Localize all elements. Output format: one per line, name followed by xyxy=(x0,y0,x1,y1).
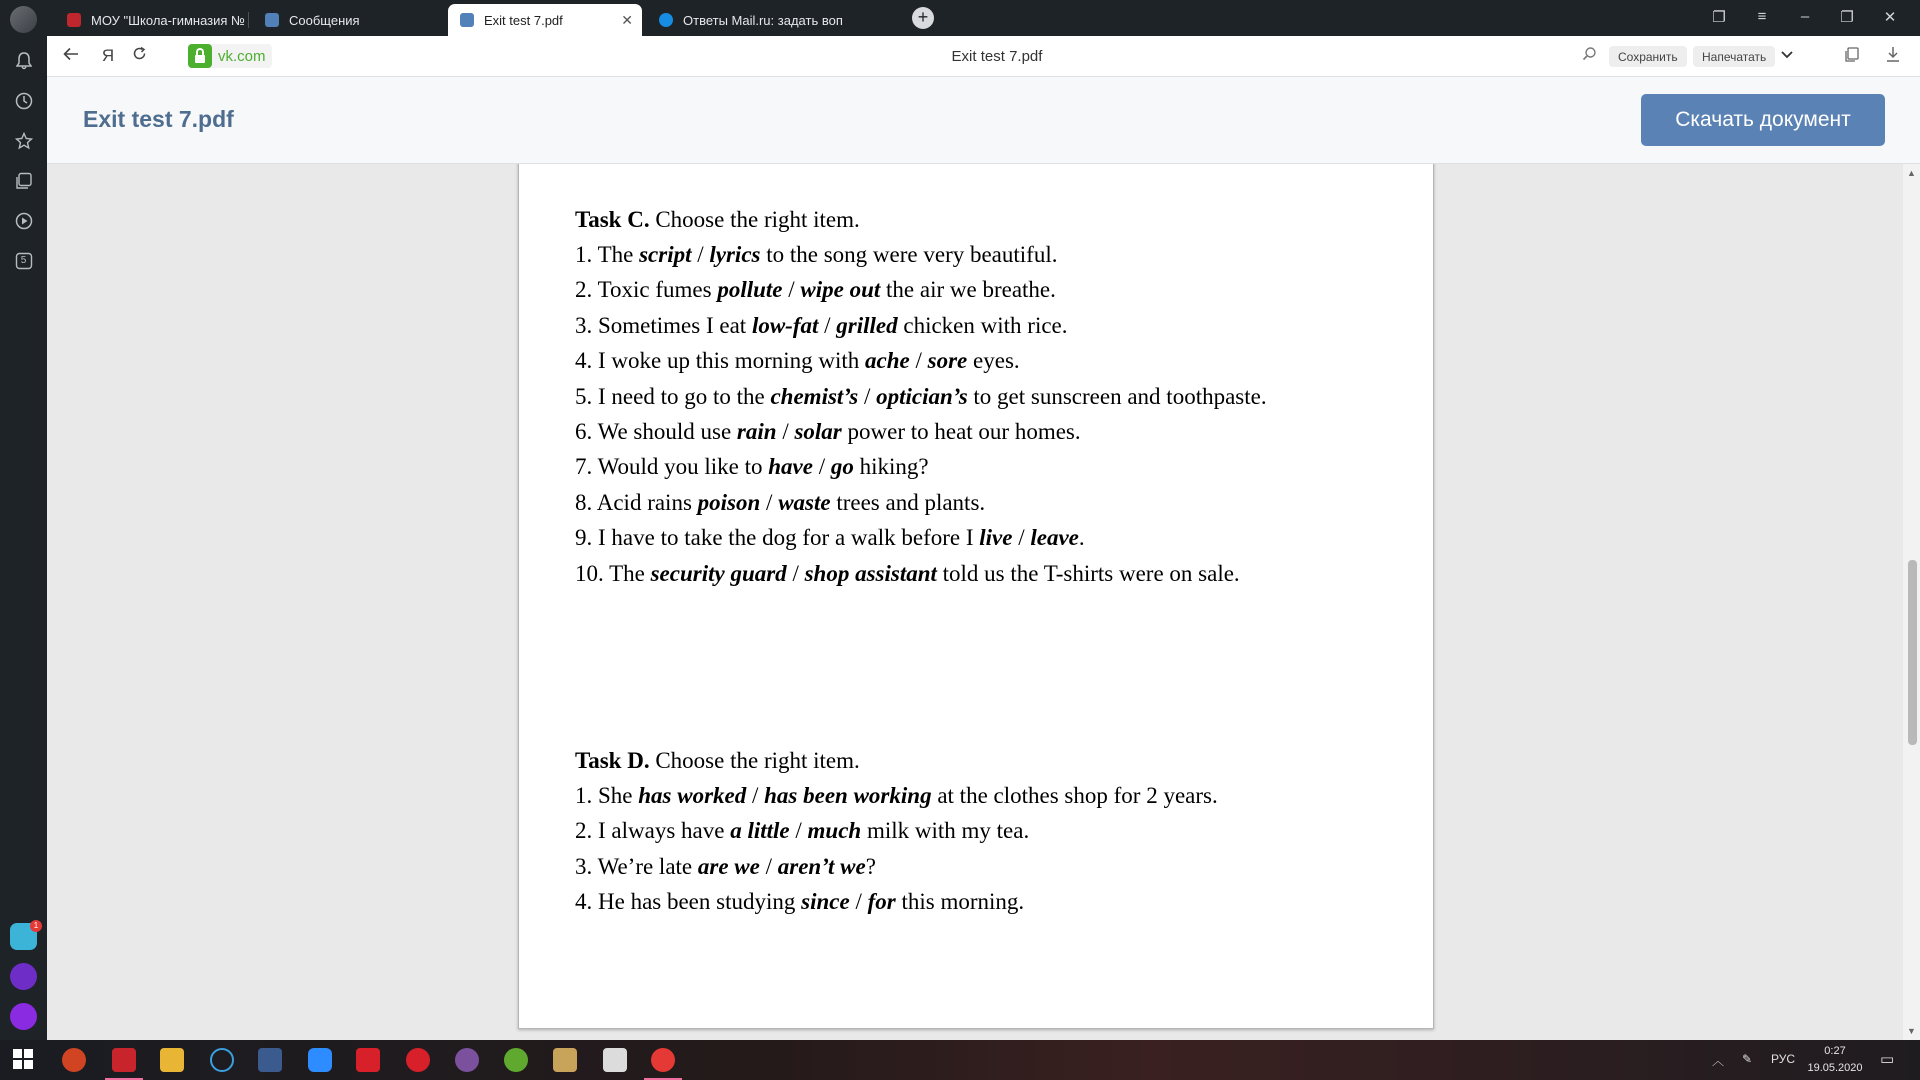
option-a: live xyxy=(979,525,1013,551)
print-button[interactable]: Напечатать xyxy=(1693,46,1775,67)
pdf-page xyxy=(518,164,1434,1029)
yandex-disk-icon[interactable] xyxy=(112,1048,136,1072)
minimize-icon[interactable]: – xyxy=(1800,8,1810,25)
question-text: told us the T-shirts were on sale. xyxy=(936,560,1240,586)
counter-icon[interactable] xyxy=(13,250,34,271)
bookmarks-panel-icon[interactable]: ❐ xyxy=(1712,9,1726,26)
question-text: to the song were very beautiful. xyxy=(760,242,1058,267)
question-line xyxy=(575,313,1068,339)
task-c-heading xyxy=(575,207,860,233)
option-separator: / xyxy=(818,312,837,338)
question-text: 4. I woke up this morning with xyxy=(575,348,866,374)
collections-icon[interactable] xyxy=(13,170,34,191)
document-header xyxy=(47,77,1920,164)
task-c-instruction: Choose the right item. xyxy=(649,207,860,232)
scroll-down-icon[interactable]: ▼ xyxy=(1907,1026,1916,1036)
question-line xyxy=(575,419,1081,445)
assistant-app-icon[interactable] xyxy=(10,1003,37,1030)
system-clock[interactable] xyxy=(1805,1043,1865,1077)
option-separator: / xyxy=(786,560,805,586)
tab-school[interactable] xyxy=(55,4,245,36)
download-document-button[interactable]: Скачать документ xyxy=(1641,94,1885,146)
pdf-viewer[interactable] xyxy=(47,164,1920,1040)
question-line xyxy=(575,818,1029,844)
save-button[interactable]: Сохранить xyxy=(1609,46,1687,67)
task-d-instruction: Choose the right item. xyxy=(649,748,860,773)
option-separator: / xyxy=(789,818,808,844)
option-a: since xyxy=(801,889,850,915)
option-b: solar xyxy=(794,419,842,444)
option-separator: / xyxy=(759,853,778,879)
question-text: 2. Toxic fumes xyxy=(575,277,718,303)
mail-favicon-icon xyxy=(659,13,673,27)
option-a: script xyxy=(639,242,692,267)
notification-badge: 1 xyxy=(30,920,42,932)
downloads-folder-icon[interactable] xyxy=(1842,46,1862,67)
tray-expand-icon[interactable]: ︿ xyxy=(1712,1054,1725,1068)
clock-time: 0:27 xyxy=(1824,1045,1846,1057)
chevron-down-icon[interactable] xyxy=(1777,46,1797,64)
option-b: leave xyxy=(1030,525,1079,551)
messages-favicon-icon xyxy=(265,13,279,27)
file-explorer-icon[interactable] xyxy=(160,1048,184,1072)
option-a: have xyxy=(768,454,813,480)
tab-mail-answers[interactable] xyxy=(647,4,897,36)
language-indicator[interactable]: РУС xyxy=(1771,1052,1796,1066)
zoom-app-icon[interactable] xyxy=(308,1048,332,1072)
tab-bar xyxy=(47,0,1920,36)
option-separator: / xyxy=(691,242,710,267)
download-icon[interactable] xyxy=(1883,46,1903,67)
option-separator: / xyxy=(812,454,831,480)
question-line xyxy=(575,242,1057,268)
question-text: 1. The xyxy=(575,242,640,267)
question-text: 3. Sometimes I eat xyxy=(575,312,752,338)
game-icon[interactable] xyxy=(553,1048,577,1072)
profile-avatar[interactable] xyxy=(10,6,37,33)
option-a: rain xyxy=(736,419,777,444)
star-icon[interactable] xyxy=(13,130,34,151)
pen-icon[interactable]: ✎ xyxy=(1742,1052,1753,1066)
question-text: power to heat our homes. xyxy=(841,419,1081,444)
question-text: 8. Acid rains xyxy=(575,489,698,515)
question-text: 9. I have to take the dog for a walk before I xyxy=(575,525,980,551)
question-line xyxy=(575,384,1267,410)
question-text: 7. Would you like to xyxy=(575,454,769,480)
files-icon[interactable] xyxy=(258,1048,282,1072)
question-line xyxy=(575,889,1024,915)
scrollbar-thumb[interactable] xyxy=(1908,560,1917,745)
play-icon[interactable] xyxy=(13,210,34,231)
counter-badge: 5 xyxy=(20,255,27,266)
question-text: hiking? xyxy=(853,454,929,480)
option-b: has been working xyxy=(764,783,932,808)
close-tab-icon[interactable]: ✕ xyxy=(621,12,633,28)
address-page-title[interactable]: Exit test 7.pdf xyxy=(951,48,1043,65)
question-text: 10. The xyxy=(575,560,651,586)
wifi-app-icon[interactable] xyxy=(406,1048,430,1072)
document-title: Exit test 7.pdf xyxy=(83,106,234,132)
history-icon[interactable] xyxy=(13,90,34,111)
question-text: to get sunscreen and toothpaste. xyxy=(967,383,1267,409)
option-separator: / xyxy=(849,889,868,915)
option-a: a little xyxy=(730,818,790,844)
task-c-title: Task C. xyxy=(575,207,650,232)
bell-icon[interactable] xyxy=(13,50,34,71)
option-b: much xyxy=(807,818,862,844)
question-text: the air we breathe. xyxy=(880,277,1056,303)
task-d-title: Task D. xyxy=(575,748,650,773)
tab-label: Сообщения xyxy=(289,12,360,28)
option-a: chemist’s xyxy=(770,383,859,409)
yandex-browser-icon[interactable] xyxy=(651,1048,675,1072)
tab-label: МОУ "Школа-гимназия № xyxy=(91,12,245,28)
option-b: sore xyxy=(927,348,968,374)
question-line xyxy=(575,454,929,480)
option-separator: / xyxy=(776,419,795,444)
notepad-icon[interactable] xyxy=(603,1048,627,1072)
question-text: 4. He has been studying xyxy=(575,889,802,915)
option-separator: / xyxy=(760,489,779,515)
new-tab-button[interactable]: + xyxy=(912,7,934,29)
ccleaner-icon[interactable] xyxy=(210,1048,234,1072)
viber-icon[interactable] xyxy=(455,1048,479,1072)
vk-favicon-icon xyxy=(460,13,474,27)
question-line xyxy=(575,277,1056,303)
question-text: . xyxy=(1078,525,1085,551)
option-a: low-fat xyxy=(751,312,819,338)
site-domain: vk.com xyxy=(218,47,266,65)
option-b: for xyxy=(867,889,896,915)
question-text: milk with my tea. xyxy=(861,818,1030,844)
powerpoint-icon[interactable] xyxy=(62,1048,86,1072)
question-line xyxy=(575,490,985,516)
option-separator: / xyxy=(746,783,765,808)
option-b: lyrics xyxy=(709,242,761,267)
option-a: poison xyxy=(697,489,761,515)
tab-label: Exit test 7.pdf xyxy=(484,12,563,28)
option-b: aren’t we xyxy=(777,853,866,879)
question-line xyxy=(575,561,1240,587)
tab-exit-test[interactable] xyxy=(448,4,642,36)
vertical-scrollbar[interactable] xyxy=(1903,164,1920,1040)
question-line xyxy=(575,783,1218,809)
menu-icon[interactable]: ≡ xyxy=(1757,8,1767,25)
option-separator: / xyxy=(909,348,928,374)
question-text: ? xyxy=(865,853,876,879)
question-line xyxy=(575,525,1085,551)
question-text: 2. I always have xyxy=(575,818,731,844)
zoom-icon[interactable] xyxy=(1579,46,1599,66)
alice-app-icon[interactable] xyxy=(10,963,37,990)
task-d-heading xyxy=(575,748,860,774)
question-text: 6. We should use xyxy=(575,419,737,444)
messenger-app-icon[interactable] xyxy=(10,923,37,950)
tab-messages[interactable] xyxy=(253,4,443,36)
option-b: go xyxy=(830,454,854,480)
tab-label: Ответы Mail.ru: задать воп xyxy=(683,12,843,28)
question-text: 5. I need to go to the xyxy=(575,383,771,409)
question-text: at the clothes shop for 2 years. xyxy=(931,783,1218,808)
question-line xyxy=(575,348,1020,374)
scroll-up-icon[interactable]: ▲ xyxy=(1907,168,1916,178)
option-a: are we xyxy=(697,853,760,879)
address-bar xyxy=(47,36,1920,77)
option-b: grilled xyxy=(836,312,898,338)
question-text: chicken with rice. xyxy=(897,312,1068,338)
option-separator: / xyxy=(782,277,801,303)
yandex-icon[interactable]: Я xyxy=(101,46,115,65)
tab-separator xyxy=(248,12,249,28)
restore-icon[interactable]: ❐ xyxy=(1840,9,1854,26)
option-separator: / xyxy=(1012,525,1031,551)
option-b: waste xyxy=(778,489,831,515)
close-window-icon[interactable]: ✕ xyxy=(1883,9,1897,26)
windows-taskbar xyxy=(0,1040,1920,1080)
question-text: this morning. xyxy=(895,889,1025,915)
radio-icon[interactable] xyxy=(356,1048,380,1072)
school-favicon-icon xyxy=(67,13,81,27)
notifications-icon[interactable]: ▭ xyxy=(1880,1051,1895,1068)
option-a: security guard xyxy=(650,560,787,586)
question-text: 1. She xyxy=(575,783,639,808)
browser-sidebar xyxy=(0,0,47,1040)
question-line xyxy=(575,854,876,880)
question-text: 3. We’re late xyxy=(575,853,698,879)
question-text: trees and plants. xyxy=(830,489,986,515)
option-b: wipe out xyxy=(800,277,881,303)
utorrent-icon[interactable] xyxy=(504,1048,528,1072)
windows-start-icon[interactable] xyxy=(12,1048,36,1072)
option-separator: / xyxy=(858,383,877,409)
clock-date: 19.05.2020 xyxy=(1807,1062,1863,1074)
option-a: pollute xyxy=(717,277,783,303)
question-text: eyes. xyxy=(967,348,1020,374)
option-b: shop assistant xyxy=(804,560,937,586)
option-a: ache xyxy=(865,348,910,374)
option-a: has worked xyxy=(638,783,747,808)
option-b: optician’s xyxy=(876,383,968,409)
